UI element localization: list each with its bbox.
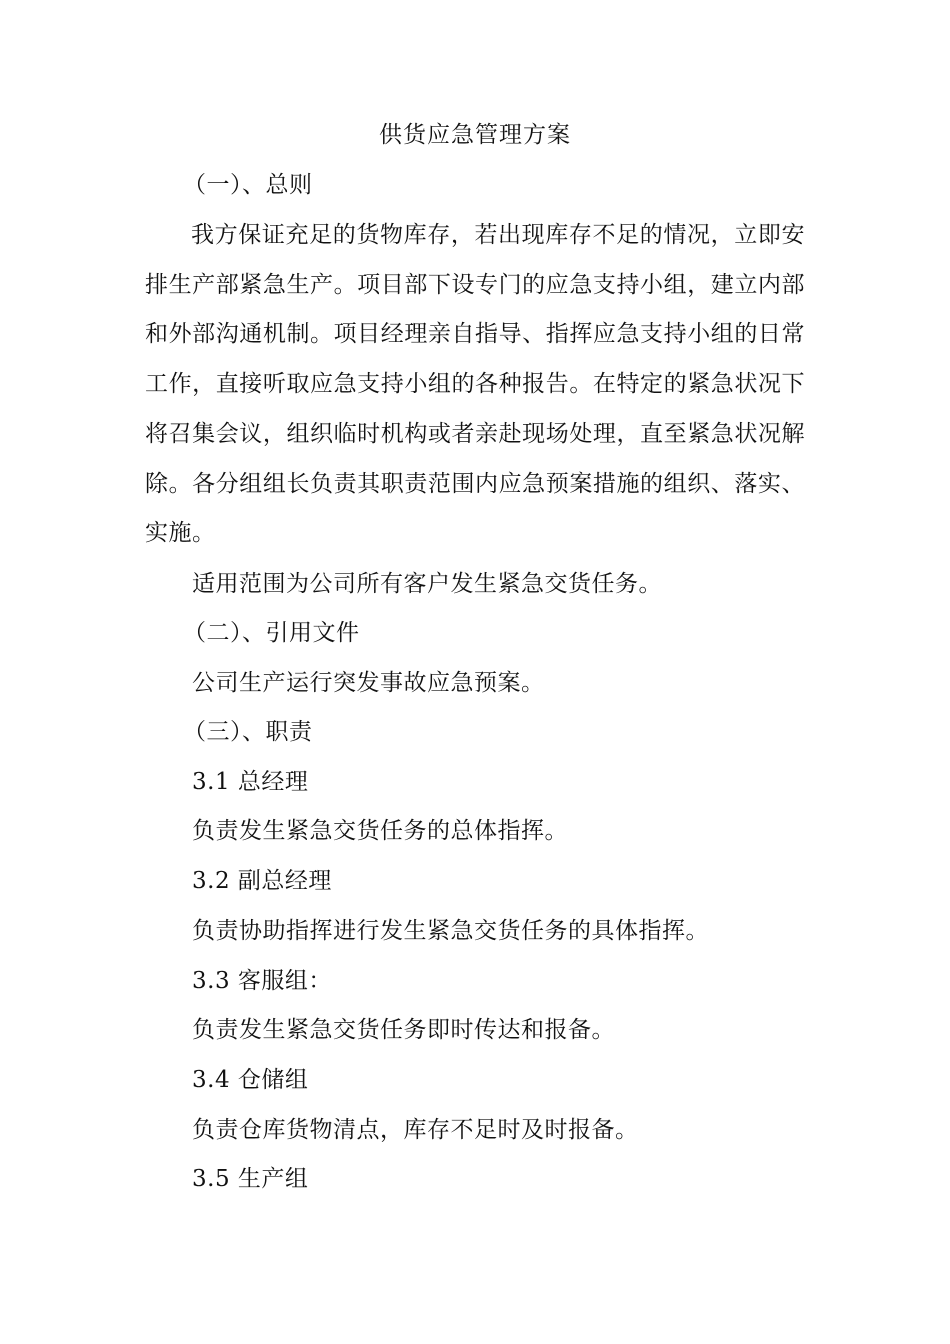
duty-text-general-manager: 负责发生紧急交货任务的总体指挥。 xyxy=(192,818,568,844)
document-title: 供货应急管理方案 xyxy=(379,122,571,148)
duty-heading-warehouse: 3.4 仓储组 xyxy=(192,1067,309,1093)
general-paragraph: 我方保证充足的货物库存，若出现库存不足的情况，立即安排生产部紧急生产。项目部下设专门的应急支持小组，建立内部和外部沟通机制。项目经理亲自指导、指挥应急支持小组的日常工作，直接听取应急支持小组的各种报告。在特定的紧急状况下将召集会议，组织临时机构或者亲赴现场处理，直至紧急状况解除。各分组组长负责其职责范围内应急预案措施的组织、落实、实施。 xyxy=(145,222,805,547)
duty-heading-general-manager: 3.1 总经理 xyxy=(192,769,309,795)
scope-paragraph: 适用范围为公司所有客户发生紧急交货任务。 xyxy=(192,571,662,597)
section-heading-general: （一）、总则 xyxy=(183,172,313,198)
duty-text-deputy-manager: 负责协助指挥进行发生紧急交货任务的具体指挥。 xyxy=(192,918,709,944)
duty-text-warehouse: 负责仓库货物清点，库存不足时及时报备。 xyxy=(192,1117,639,1143)
section-heading-references: （二）、引用文件 xyxy=(183,620,360,646)
section-heading-duties: （三）、职责 xyxy=(183,719,313,745)
duty-heading-customer-service: 3.3 客服组： xyxy=(192,968,332,994)
references-paragraph: 公司生产运行突发事故应急预案。 xyxy=(192,670,545,696)
duty-heading-production: 3.5 生产组 xyxy=(192,1166,309,1192)
duty-heading-deputy-manager: 3.2 副总经理 xyxy=(192,868,332,894)
duty-text-customer-service: 负责发生紧急交货任务即时传达和报备。 xyxy=(192,1017,615,1043)
